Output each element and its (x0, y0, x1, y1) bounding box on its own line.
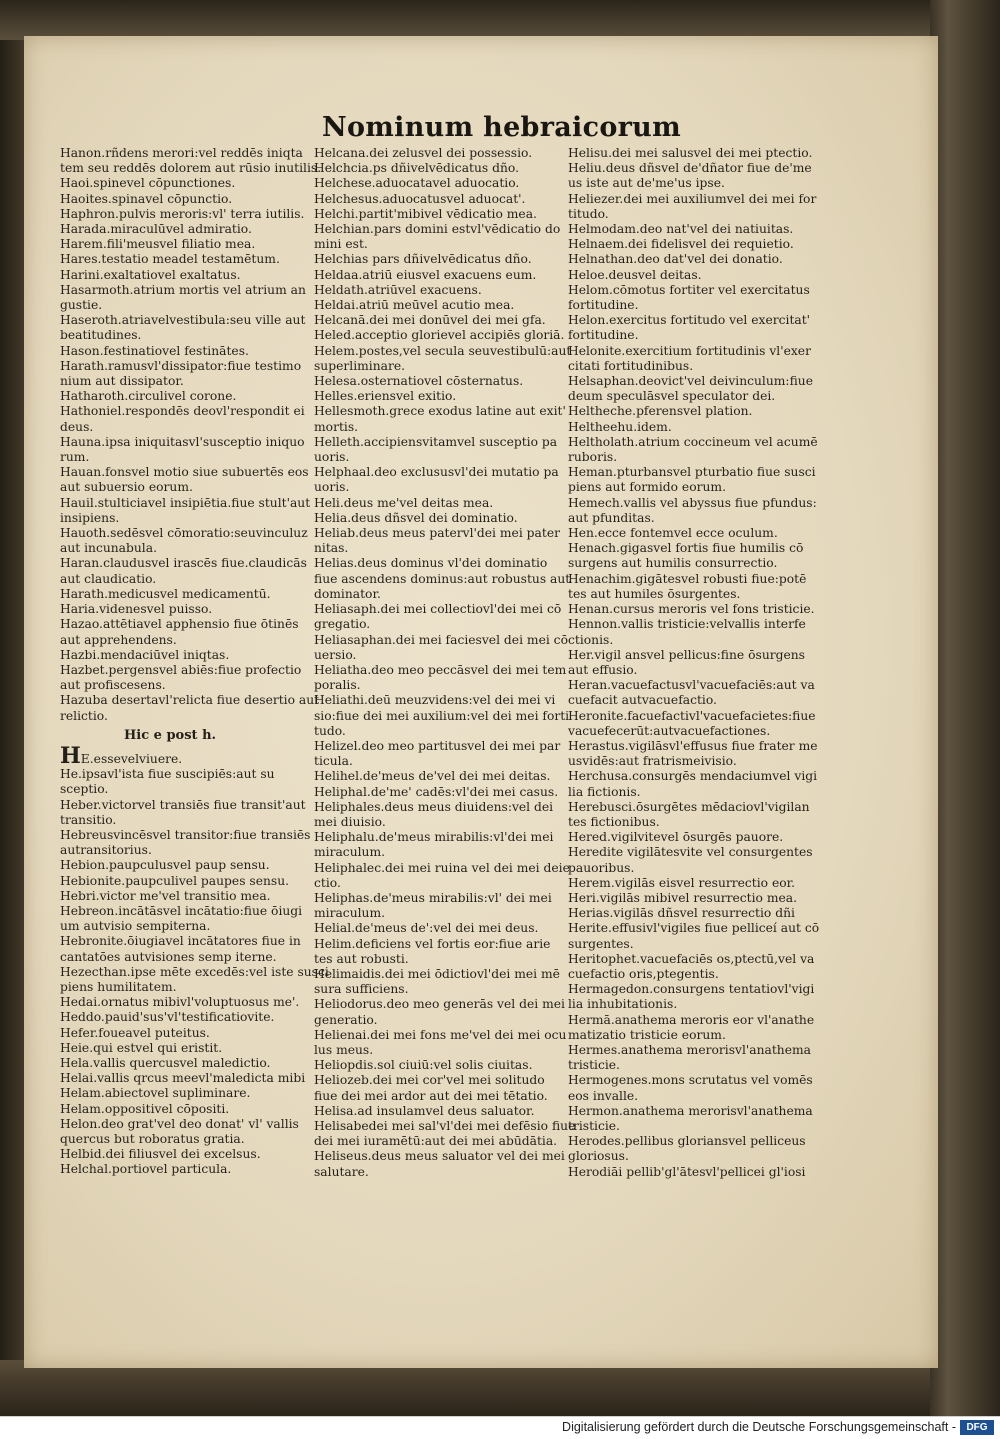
text-line: Helnathan.deo dat'vel dei donatio. (568, 252, 783, 267)
text-line: Herastus.vigilāsvl'effusus fiue frater me (568, 738, 818, 753)
text-line: Helim.deficiens vel fortis eor:fiue arie (314, 936, 551, 951)
text-line: ctio. (314, 875, 341, 890)
text-line: Hemech.vallis vel abyssus fiue pfundus: (568, 495, 817, 510)
text-line: Heliodorus.deo meo generās vel dei mei (314, 997, 565, 1012)
text-line: Heddo.pauid'sus'vl'testificatiovite. (60, 1010, 275, 1025)
text-line: Helom.cōmotus fortiter vel exercitatus (568, 282, 810, 297)
text-line: Heronite.facuefactivl'vacuefacietes:fiue (568, 708, 816, 723)
text-line: Heber.victorvel transiēs fiue transit'aut (60, 797, 306, 812)
text-line: aut effusio. (568, 662, 638, 677)
text-line: dominator. (314, 586, 381, 601)
text-line: Hazao.attētiavel apphensio fiue ōtinēs (60, 617, 299, 632)
text-line: Heliozeb.dei mei cor'vel mei solitudo (314, 1073, 545, 1088)
text-line: Heliphales.deus meus diuidens:vel dei (314, 799, 554, 814)
text-line: Helon.exercitus fortitudo vel exercitat' (568, 313, 811, 328)
text-line: Haria.videnesvel puisso. (60, 602, 213, 617)
text-line: eos invalle. (568, 1088, 639, 1103)
text-line: Helimaidis.dei mei ōdictiovl'dei mei mē (314, 966, 560, 981)
text-line: Haoi.spinevel cōpunctiones. (60, 176, 236, 191)
text-line: Henan.cursus meroris vel fons tristicie. (568, 602, 815, 617)
dfg-logo: DFG (960, 1420, 994, 1435)
text-column-middle (314, 146, 576, 1180)
text-line: Heliasaph.dei mei collectiovl'dei mei cō (314, 602, 562, 617)
text-line: Harem.fili'meusvel filiatio mea. (60, 237, 256, 252)
text-line: piens humilitatem. (60, 979, 177, 994)
text-line: Helchian.pars domini estvl'vēdicatio do (314, 222, 561, 237)
text-line: aut incunabula. (60, 541, 157, 556)
text-line: Helihel.de'meus de'vel dei mei deitas. (314, 769, 551, 784)
text-line: transitio. (60, 812, 117, 827)
text-line: Helphaal.deo exclususvl'dei mutatio pa (314, 465, 559, 480)
text-line: Helles.eriensvel exitio. (314, 389, 457, 404)
text-line: Hebri.victor me'vel transitio mea. (60, 888, 271, 903)
text-line: superliminare. (314, 358, 406, 373)
text-line: uoris. (314, 450, 350, 465)
text-line: Hela.vallis quercusvel maledictio. (60, 1055, 271, 1070)
text-line: Harini.exaltatiovel exaltatus. (60, 267, 241, 282)
text-line: fiue dei mei ardor aut dei mei tētatio. (314, 1088, 548, 1103)
text-line: Herebusci.ōsurgētes mēdaciovl'vigilan (568, 799, 810, 814)
text-line: Heliphalec.dei mei ruina vel dei mei deie (314, 860, 570, 875)
text-line: Hermon.anathema merorisvl'anathema (568, 1103, 813, 1118)
footer-bar (0, 1416, 1000, 1439)
text-line: Hazuba desertavl'relicta fiue desertio aut (60, 693, 320, 708)
text-line: Hen.ecce fontemvel ecce oculum. (568, 526, 778, 541)
text-line: Hanon.rñdens merori:vel reddēs iniqta (60, 146, 303, 160)
text-line: fiue ascendens dominus:aut robustus aut (314, 571, 571, 586)
text-line: fortitudine. (568, 328, 639, 343)
text-line: Heli.deus me'vel deitas mea. (314, 495, 494, 510)
text-line: Herchusa.consurgēs mendaciumvel vigi (568, 769, 818, 784)
text-line: Hauna.ipsa iniquitasvl'susceptio iniquo (60, 434, 305, 449)
text-line: deum speculāsvel speculator dei. (568, 389, 776, 404)
text-line: us iste aut de'me'us ipse. (568, 176, 725, 191)
text-line: Helnaem.dei fidelisvel dei requietio. (568, 237, 794, 252)
text-line: Heman.pturbansvel pturbatio fiue susci (568, 465, 816, 480)
text-line: Heldaa.atriū eiusvel exacuens eum. (314, 267, 537, 282)
text-line: Heri.vigilās mibivel resurrectio mea. (568, 890, 798, 905)
text-line: gloriosus. (568, 1149, 629, 1164)
section-heading: Hic e post h. (124, 727, 217, 743)
text-line: Helam.abiectovel supliminare. (60, 1086, 251, 1101)
text-line: Hefer.foueavel puteitus. (60, 1025, 210, 1040)
text-line: sura sufficiens. (314, 982, 409, 997)
text-line: pauoribus. (568, 860, 635, 875)
text-line: Helcana.dei zelusvel dei possessio. (314, 146, 533, 160)
text-line: miraculum. (314, 906, 386, 921)
text-line: Haphron.pulvis meroris:vl' terra iutilis. (60, 206, 305, 221)
text-line: aut pfunditas. (568, 510, 655, 525)
text-line: generatio. (314, 1012, 378, 1027)
text-line: Heran.vacuefactusvl'vacuefaciēs:aut va (568, 678, 815, 693)
text-line: Helchal.portiovel particula. (60, 1162, 232, 1177)
text-line: Helonite.exercitium fortitudinis vl'exer (568, 343, 811, 358)
text-line: Helem.postes,vel secula seuvestibulū:aut (314, 343, 572, 358)
text-line: Heliab.deus meus patervl'dei mei pater (314, 526, 560, 541)
text-line: Hauoth.sedēsvel cōmoratio:seuvinculuz (60, 526, 308, 541)
binding-board-top (0, 0, 1000, 40)
text-line: Heliphas.de'meus mirabilis:vl' dei mei (314, 890, 552, 905)
text-line: nium aut dissipator. (60, 374, 184, 389)
text-line: Hellesmoth.grece exodus latine aut exit' (314, 404, 566, 419)
text-line: Hebronite.ōiugiavel incātatores fiue in (60, 934, 301, 949)
text-line: Heredite vigilātesvite vel consurgentes (568, 845, 813, 860)
text-line: Heliseus.deus meus saluator vel dei mei (314, 1149, 565, 1164)
text-line: Helesa.osternatiovel cōsternatus. (314, 374, 524, 389)
text-line: fortitudine. (568, 298, 639, 313)
text-line: Harada.miraculūvel admiratio. (60, 222, 252, 237)
text-line: aut profiscesens. (60, 678, 166, 693)
text-line: Heliphalu.de'meus mirabilis:vl'dei mei (314, 830, 554, 845)
text-line: vacuefecerūt:autvacuefactiones. (568, 723, 771, 738)
text-line: aut apprehendens. (60, 632, 177, 647)
text-line: Helienai.dei mei fons me'vel dei mei ocu (314, 1027, 567, 1042)
text-line: salutare. (314, 1164, 369, 1179)
text-line: Hazbi.mendaciūvel iniqtas. (60, 647, 230, 662)
text-line: Heloe.deusvel deitas. (568, 267, 702, 282)
text-line (60, 742, 300, 769)
text-line: sio:fiue dei mei auxilium:vel dei mei forti (314, 708, 570, 723)
text-line: Hauan.fonsvel motio siue subuertēs eos (60, 465, 309, 480)
text-line: Hermes.anathema merorisvl'anathema (568, 1042, 811, 1057)
text-line: Heltheche.pferensvel plation. (568, 404, 753, 419)
text-line: tes aut robusti. (314, 951, 409, 966)
text-line: Heliasaphan.dei mei faciesvel dei mei cō (314, 632, 568, 647)
text-line: gregatio. (314, 617, 371, 632)
text-line: Heliphal.de'me' cadēs:vl'dei mei casus. (314, 784, 559, 799)
text-line: poralis. (314, 678, 361, 693)
text-line: Herodiāi pellib'gl'ātesvl'pellicei gl'iosi (568, 1164, 806, 1179)
text-line: Herem.vigilās eisvel resurrectio eor. (568, 875, 796, 890)
text-line: Helleth.accipiensvitamvel susceptio pa (314, 434, 558, 449)
text-line: He.ipsavl'ista fiue suscipiēs:aut su (60, 767, 275, 782)
text-line: beatitudines. (60, 328, 142, 343)
text-line: Helcanā.dei mei donūvel dei mei gfa. (314, 313, 546, 328)
text-line: um autvisio sempiterna. (60, 919, 211, 934)
text-line: Hazbet.pergensvel abiēs:fiue profectio (60, 662, 302, 677)
text-line: Helsaphan.deovict'vel deivinculum:fiue (568, 374, 813, 389)
text-line: Helia.deus dñsvel dei dominatio. (314, 510, 518, 525)
text-line: Henachim.gigātesvel robusti fiue:potē (568, 571, 807, 586)
text-line: Helchesus.aduocatusvel aduocat'. (314, 191, 526, 206)
text-line: Heliezer.dei mei auxiliumvel dei mei for (568, 191, 817, 206)
text-line: Helias.deus dominus vl'dei dominatio (314, 556, 548, 571)
text-line: Hebreusvincēsvel transitor:fiue transiēs (60, 827, 311, 842)
text-line: Helial.de'meus de':vel dei mei deus. (314, 921, 539, 936)
text-line: tes aut humiles ōsurgentes. (568, 586, 741, 601)
text-line: Hermagedon.consurgens tentatiovl'vigi (568, 982, 815, 997)
text-line: Hermogenes.mons scrutatus vel vomēs (568, 1073, 813, 1088)
text-line: miraculum. (314, 845, 386, 860)
text-line: cantatōes autvisiones semp iterne. (60, 949, 277, 964)
text-line: rum. (60, 450, 90, 465)
text-line: Herodes.pellibus gloriansvel pelliceus (568, 1134, 806, 1149)
text-line: mini est. (314, 237, 368, 252)
text-line: Helmodam.deo nat'vel dei natiuitas. (568, 222, 794, 237)
text-line: cuefacit autvacuefactio. (568, 693, 717, 708)
text-line: insipiens. (60, 510, 120, 525)
text-line: usvidēs:aut fratrismeivisio. (568, 754, 737, 769)
book-spine (930, 0, 1000, 1416)
text-line: Hered.vigilvitevel ōsurgēs pauore. (568, 830, 784, 845)
binding-board-left (0, 0, 26, 1416)
text-line: ruboris. (568, 450, 618, 465)
text-line: lus meus. (314, 1042, 374, 1057)
page-title: Nominum hebraicorum (322, 112, 681, 143)
text-line: Heliathi.deū meuzvidens:vel dei mei vi (314, 693, 556, 708)
text-line: Hatharoth.circulivel corone. (60, 389, 237, 404)
text-line: Heldai.atriū meūvel acutio mea. (314, 298, 515, 313)
text-line: Harath.ramusvl'dissipator:fiue testimo (60, 358, 302, 373)
text-line: Heldath.atriūvel exacuens. (314, 282, 482, 297)
text-line: surgens aut humilis consurrectio. (568, 556, 778, 571)
text-line: Helchcia.ps dñivelvēdicatus dño. (314, 161, 519, 176)
text-line: Heritophet.vacuefaciēs os,ptectū,vel va (568, 951, 815, 966)
text-line: Haseroth.atriavelvestibula:seu ville aut (60, 313, 306, 328)
text-line: Hares.testatio meadel testamētum. (60, 252, 280, 267)
text-line: deus. (60, 419, 94, 434)
text-line: relictio. (60, 708, 108, 723)
text-line: Herias.vigilās dñsvel resurrectio dñi (568, 906, 795, 921)
text-line: Hermā.anathema meroris eor vl'anathe (568, 1012, 815, 1027)
text-line: Helchias pars dñivelvēdicatus dño. (314, 252, 532, 267)
text-line: tristicie. (568, 1119, 620, 1133)
initial-capital: H (60, 742, 81, 769)
text-line: cuefactio oris,ptegentis. (568, 966, 719, 981)
text-line: Haran.claudusvel irascēs fiue.claudicās (60, 556, 307, 571)
text-line: Helisabedei mei sal'vl'dei mei defēsio fiue (314, 1119, 576, 1133)
text-line: surgentes. (568, 936, 634, 951)
text-line: Hennon.vallis tristicie:velvallis interfe (568, 617, 806, 632)
text-line: Heliatha.deo meo peccāsvel dei mei tem (314, 662, 567, 677)
text-line: Herite.effusivl'vigiles fiue pelliceí aut cō (568, 921, 820, 936)
text-line: aut claudicatio. (60, 571, 157, 586)
text-line: dei mei iuramētū:aut dei mei abūdātia. (314, 1134, 558, 1149)
text-line: autransitorius. (60, 843, 152, 858)
text-line: Hebionite.paupculivel paupes sensu. (60, 873, 290, 888)
initial-line-text: E.essevelviuere. (80, 751, 183, 766)
text-line: citati fortitudinibus. (568, 358, 694, 373)
text-line: Hauil.stulticiavel insipiētia.fiue stult'aut (60, 495, 311, 510)
text-line: Hebion.paupculusvel paup sensu. (60, 858, 270, 873)
text-line: Helisu.dei mei salusvel dei mei ptectio. (568, 146, 813, 160)
text-line: gustie. (60, 298, 103, 313)
funding-credit: Digitalisierung gefördert durch die Deutsche Forschungsgemeinschaft - (562, 1420, 956, 1434)
text-line: Helon.deo grat'vel deo donat' vl' vallis (60, 1116, 299, 1131)
text-line: ticula. (314, 754, 353, 769)
text-line: Hasarmoth.atrium mortis vel atrium an (60, 282, 306, 297)
text-line: Haoites.spinavel cōpunctio. (60, 191, 233, 206)
text-line: Hason.festinatiovel festinātes. (60, 343, 249, 358)
text-line: Harath.medicusvel medicamentū. (60, 586, 271, 601)
text-line: sceptio. (60, 782, 109, 797)
text-line: lia fictionis. (568, 784, 641, 799)
text-line: Heltheehu.idem. (568, 419, 672, 434)
text-line: Helam.oppositivel cōpositi. (60, 1101, 230, 1116)
text-line: Helchese.aduocatavel aduocatio. (314, 176, 520, 191)
text-line: nitas. (314, 541, 349, 556)
text-line: Helizel.deo meo partitusvel dei mei par (314, 738, 561, 753)
text-line: Helbid.dei filiusvel dei excelsus. (60, 1147, 261, 1162)
text-line: uersio. (314, 647, 357, 662)
text-line: Helai.vallis qrcus meevl'maledicta mibi (60, 1071, 306, 1086)
text-line: Heliopdis.sol ciuiū:vel solis ciuitas. (314, 1058, 533, 1073)
text-line: tes fictionibus. (568, 814, 660, 829)
text-line: piens aut formido eorum. (568, 480, 726, 495)
text-line: titudo. (568, 206, 609, 221)
text-line: tudo. (314, 723, 346, 738)
text-line: ctionis. (568, 632, 614, 647)
text-line: Hebreon.incātāsvel incātatio:fiue ōiugi (60, 903, 303, 918)
text-line: lia inhubitationis. (568, 997, 678, 1012)
text-line: quercus but roboratus gratia. (60, 1132, 245, 1146)
text-line: aut subuersio eorum. (60, 480, 193, 495)
text-line: matizatio tristicie eorum. (568, 1027, 726, 1042)
text-column-left (60, 146, 329, 1178)
text-line: Hedai.ornatus mibivl'voluptuosus me'. (60, 995, 300, 1010)
text-line: tem seu reddēs dolorem aut rūsio inutilis. (60, 161, 322, 176)
text-line: Helchi.partit'mibivel vēdicatio mea. (314, 206, 537, 221)
text-line: Heie.qui estvel qui eristit. (60, 1040, 223, 1055)
text-column-right (568, 146, 820, 1180)
binding-board-bottom (0, 1360, 1000, 1416)
text-line: Hezecthan.ipse mēte excedēs:vel iste susci (60, 964, 329, 979)
text-line: mortis. (314, 419, 359, 434)
text-line: Henach.gigasvel fortis fiue humilis cō (568, 541, 804, 556)
text-line: Heliu.deus dñsvel de'dñator fiue de'me (568, 161, 812, 176)
text-line: mei diuisio. (314, 814, 386, 829)
text-line: Her.vigil ansvel pellicus:fine ōsurgens (568, 647, 805, 662)
text-line: Heled.acceptio glorievel accipiēs gloriā. (314, 328, 565, 343)
text-line: Hathoniel.respondēs deovl'respondit ei (60, 404, 305, 419)
text-line: tristicie. (568, 1058, 620, 1073)
text-line: Helisa.ad insulamvel deus saluator. (314, 1103, 535, 1118)
text-line: Heltholath.atrium coccineum vel acumē (568, 434, 818, 449)
text-line: uoris. (314, 480, 350, 495)
